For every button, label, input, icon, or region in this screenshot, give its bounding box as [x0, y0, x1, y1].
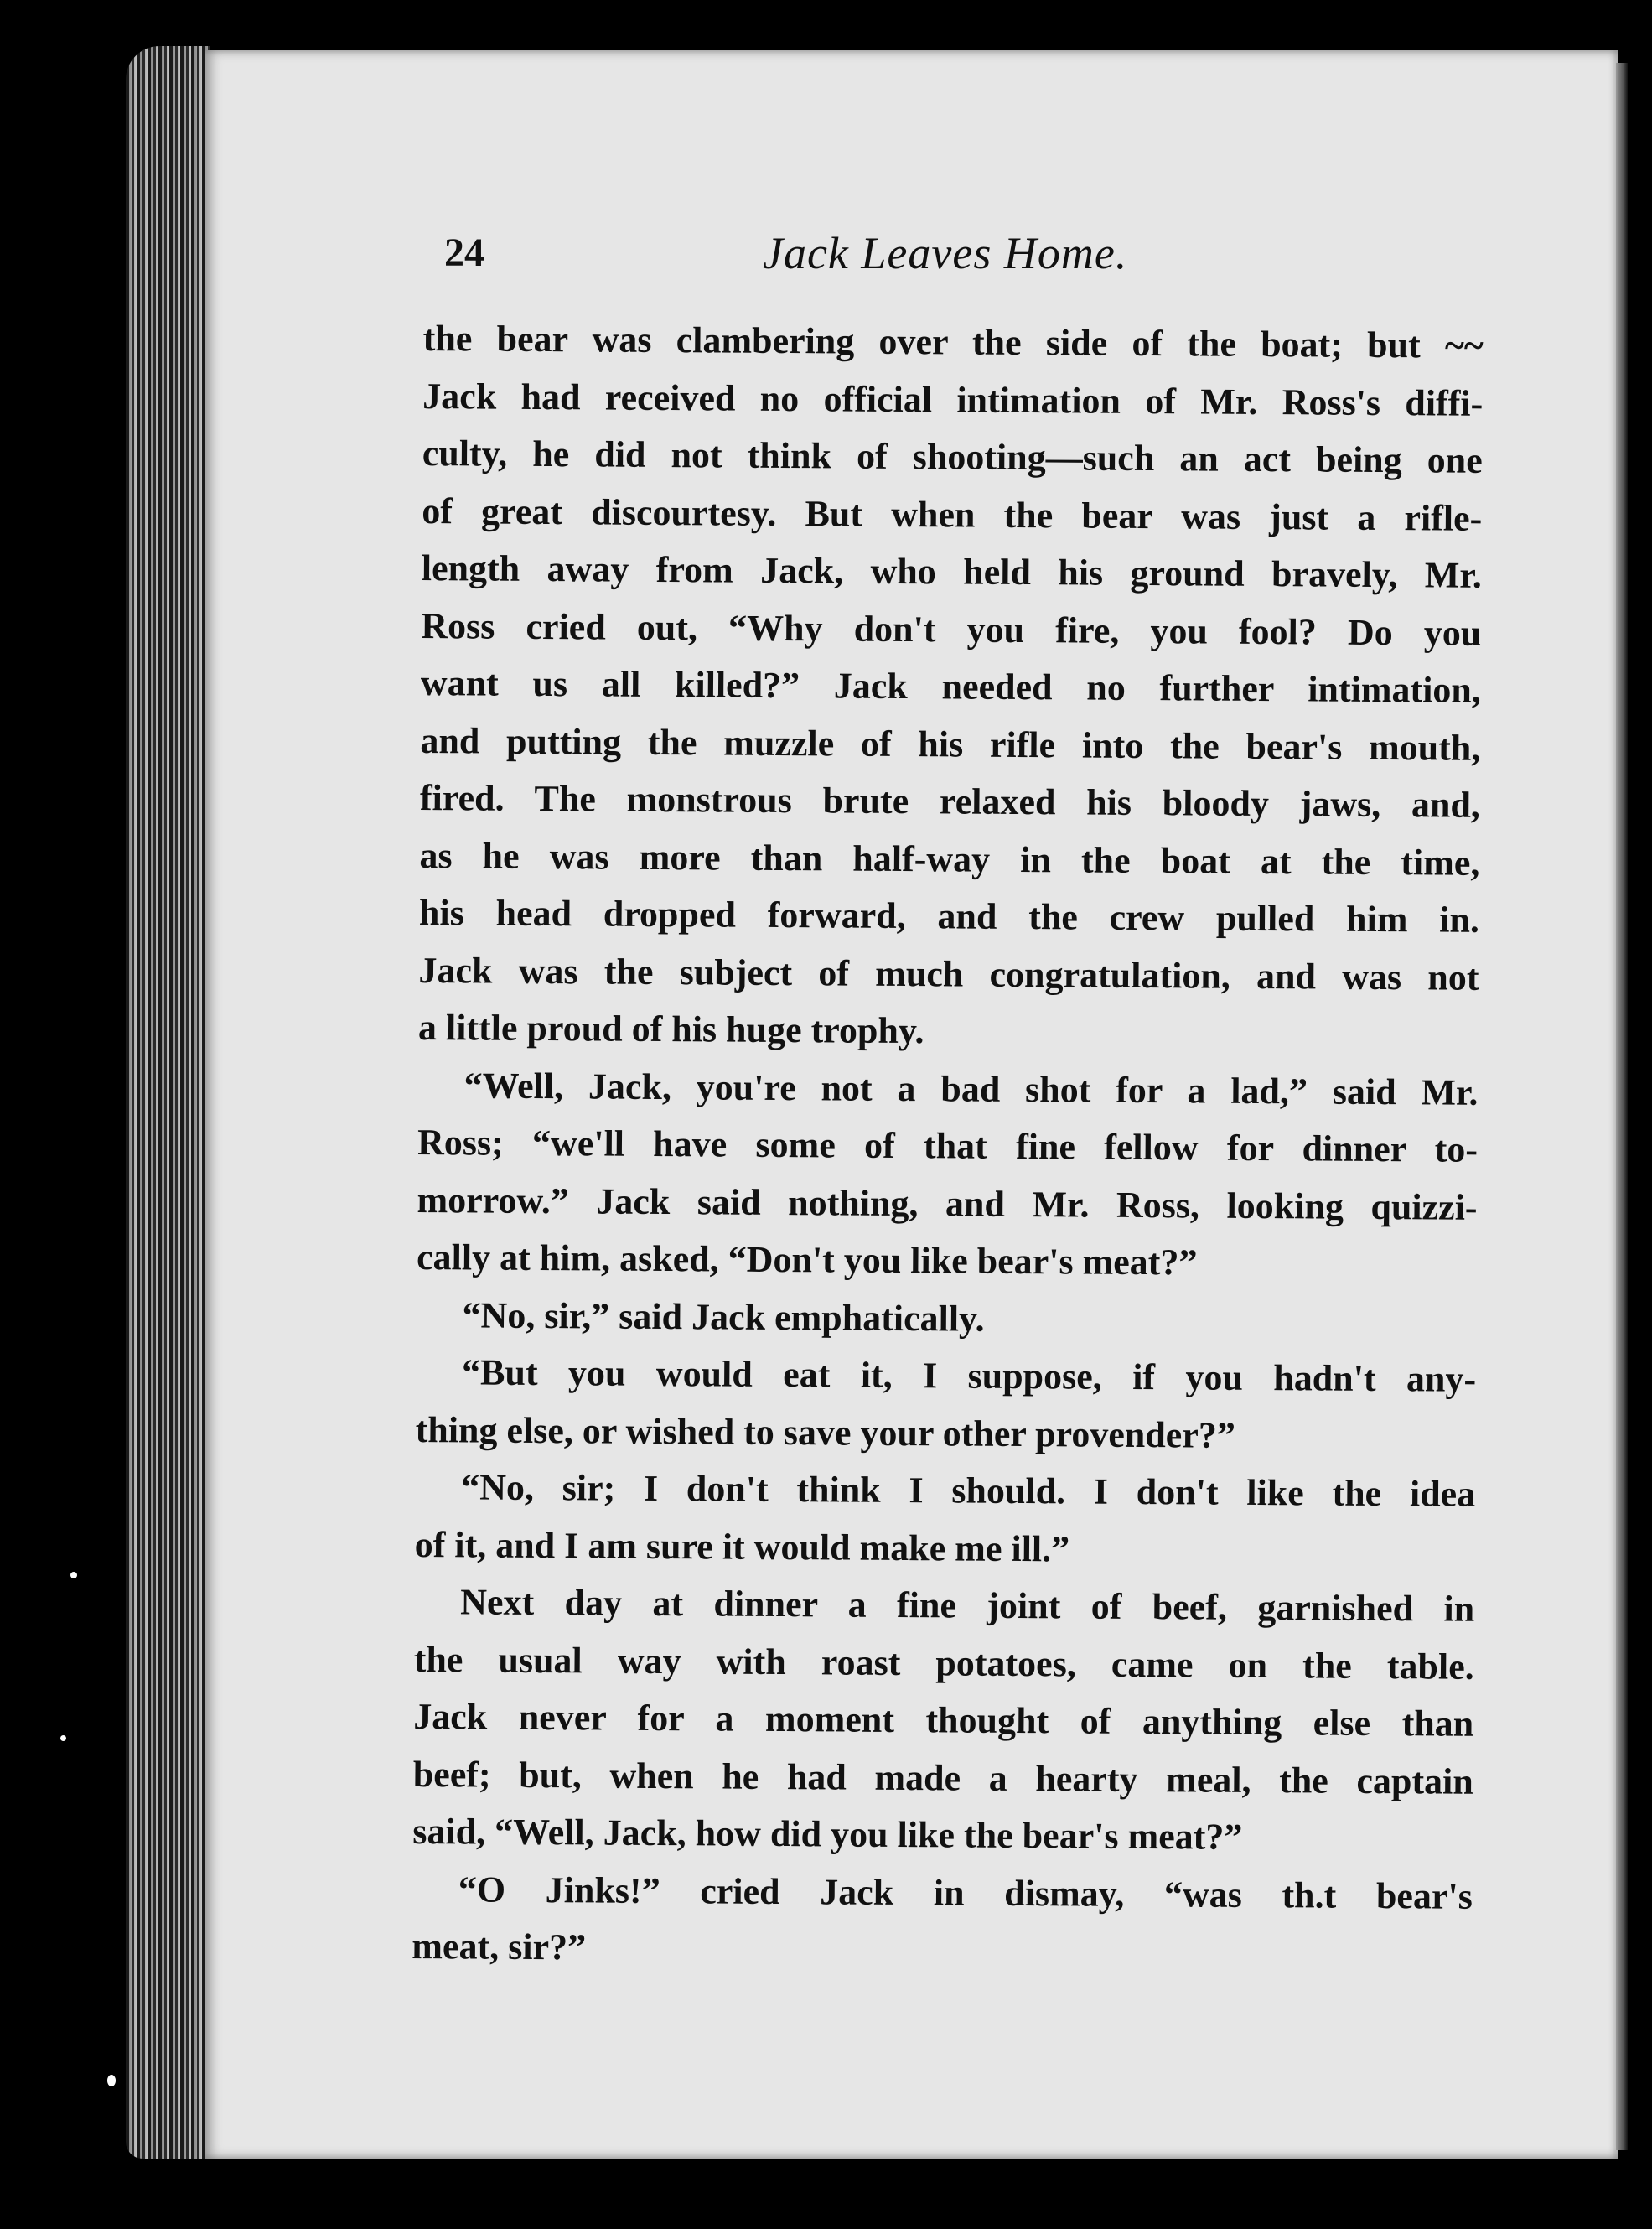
text-line: fired. The monstrous brute relaxed his bloody jaws, and,: [419, 776, 1481, 826]
text-line: meat, sir?”: [412, 1925, 587, 1968]
text-line: “But you would eat it, I suppose, if you hadn't any-: [461, 1351, 1477, 1400]
page-number: 24: [444, 231, 484, 275]
text-line: a little proud of his huge trophy.: [417, 1006, 924, 1052]
body-text: [412, 310, 1484, 1983]
text-line: the usual way with roast potatoes, came on the table.: [413, 1638, 1474, 1687]
page-right-edge-shadow: [1616, 63, 1628, 2150]
page-header: [444, 220, 1559, 287]
text-line: culty, he did not think of shooting—such an act being one: [422, 432, 1483, 481]
text-line: Ross; “we'll have some of that fine fellow for dinner to-: [417, 1121, 1479, 1170]
text-line: as he was more than half-way in the boat at the time,: [419, 834, 1480, 884]
text-line: the bear was clambering over the side of the boat; but ~~: [422, 317, 1484, 366]
text-line: of great discourtesy. But when the bear was just a rifle-: [422, 490, 1483, 539]
text-line: and putting the muzzle of his rifle into the bear's mouth,: [420, 719, 1481, 769]
text-line: “Well, Jack, you're not a bad shot for a lad,” said Mr.: [463, 1064, 1479, 1113]
running-title: Jack Leaves Home.: [763, 228, 1128, 278]
text-line: Jack had received no official intimation of Mr. Ross's diffi-: [422, 375, 1484, 424]
text-line: Ross cried out, “Why don't you fire, you fool? Do you: [421, 604, 1482, 654]
dust-speck: [107, 2075, 116, 2086]
text-line: want us all killed?” Jack needed no further intimation,: [420, 661, 1482, 711]
text-line: length away from Jack, who held his ground bravely, Mr.: [421, 547, 1482, 596]
text-line: beef; but, when he had made a hearty meal, the captain: [412, 1753, 1473, 1802]
text-line: his head dropped forward, and the crew pulled him in.: [418, 891, 1480, 941]
text-line: Jack never for a moment thought of anything else than: [413, 1695, 1474, 1744]
text-line: “O Jinks!” cried Jack in dismay, “was th.t bear's: [458, 1868, 1473, 1917]
text-line: Jack was the subject of much congratulation, and was not: [418, 949, 1479, 998]
text-line: Next day at dinner a fine joint of beef, garnished in: [460, 1581, 1475, 1630]
text-line: “No, sir; I don't think I should. I don't like the idea: [461, 1466, 1476, 1515]
text-line: morrow.” Jack said nothing, and Mr. Ross, looking quizzi-: [417, 1179, 1478, 1228]
text-line: thing else, or wished to save your other provender?”: [415, 1408, 1236, 1456]
text-line: cally at him, asked, “Don't you like bear's meat?”: [416, 1236, 1198, 1283]
text-line: “No, sir,” said Jack emphatically.: [462, 1293, 985, 1340]
text-line: of it, and I am sure it would make me ill.”: [414, 1523, 1070, 1569]
text-line: said, “Well, Jack, how did you like the bear's meat?”: [412, 1810, 1243, 1858]
book-page-edges: [126, 46, 210, 2159]
dust-speck: [60, 1735, 66, 1741]
dust-speck: [70, 1572, 77, 1578]
